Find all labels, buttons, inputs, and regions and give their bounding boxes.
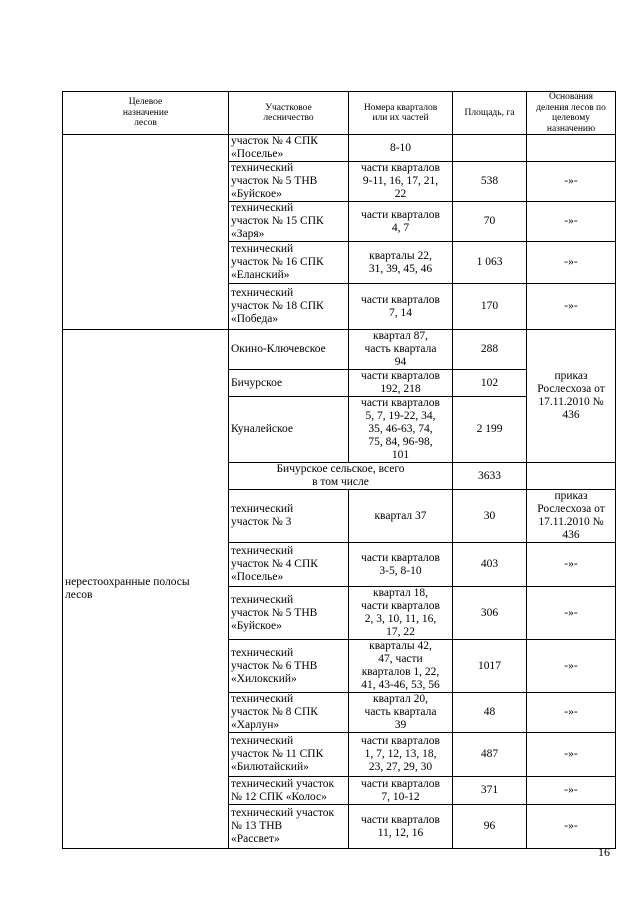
forestry-cell [229, 805, 349, 849]
basis-cell-text: -»- [564, 606, 578, 619]
quarters-cell [349, 805, 453, 849]
quarters-cell-text: части кварталов 11, 12, 16 [361, 813, 440, 839]
forestry-cell-text: технический участок № 8 СПК «Харлун» [231, 693, 318, 731]
forestry-cell-text: технический участок № 16 СПК «Еланский» [231, 243, 324, 281]
forestry-cell [229, 135, 349, 162]
quarters-cell-text: квартал 87, часть квартала 94 [364, 330, 437, 368]
forestry-cell [229, 397, 349, 463]
area-cell [453, 640, 527, 693]
quarters-cell [349, 330, 453, 370]
area-cell [453, 805, 527, 849]
forestry-cell [229, 490, 349, 543]
forestry-cell-text: технический участок № 4 СПК «Поселье» [231, 545, 318, 583]
forestry-cell-text: технический участок № 18 СПК «Победа» [231, 287, 324, 325]
quarters-cell [349, 397, 453, 463]
quarters-cell [349, 284, 453, 330]
area-cell [453, 202, 527, 242]
quarters-cell [349, 777, 453, 805]
forestry-cell-text: участок № 4 СПК «Поселье» [231, 135, 318, 160]
basis-cell-text: -»- [564, 784, 578, 796]
basis-cell [527, 733, 616, 777]
basis-cell [527, 490, 616, 543]
forest-purpose-table [62, 91, 616, 849]
area-cell [453, 284, 527, 330]
table-row [63, 135, 616, 162]
basis-cell-text: приказ Рослесхоза от 17.11.2010 № 436 [537, 370, 605, 421]
area-cell-text: 102 [480, 376, 499, 389]
quarters-cell-text: кварталы 42, 47, части кварталов 1, 22, 41, 43-46, 53, 56 [361, 640, 440, 691]
quarters-cell [349, 202, 453, 242]
basis-cell-text: -»- [564, 175, 578, 187]
basis-cell-text: -»- [564, 820, 578, 832]
forestry-cell [229, 777, 349, 805]
forestry-cell [229, 640, 349, 693]
quarters-cell [349, 370, 453, 397]
basis-cell-text: -»- [564, 659, 578, 672]
area-cell-text: 2 199 [476, 423, 503, 435]
forestry-cell-text: Бичурское [231, 376, 283, 389]
forestry-cell [229, 202, 349, 242]
basis-cell-text: -»- [564, 256, 578, 268]
forestry-cell-text: технический участок № 6 ТНВ «Хилокский» [231, 646, 318, 685]
basis-cell [527, 693, 616, 733]
quarters-cell-text: части кварталов 4, 7 [361, 208, 440, 234]
quarters-cell-text: квартал 20, часть квартала 39 [364, 693, 437, 731]
forestry-cell [229, 370, 349, 397]
quarters-cell-text: квартал 18, части кварталов 2, 3, 10, 11, 16, 17, 22 [361, 587, 440, 638]
basis-cell-text: приказ Рослесхоза от 17.11.2010 № 436 [537, 490, 605, 541]
area-cell [453, 693, 527, 733]
total-basis-empty [527, 463, 616, 490]
area-cell-text: 403 [480, 558, 499, 570]
area-cell [453, 490, 527, 543]
basis-cell [527, 587, 616, 640]
page-number: 16 [598, 845, 610, 859]
header-basis: Основания деления лесов по целевому назначению [527, 92, 616, 135]
forestry-cell [229, 242, 349, 284]
quarters-cell [349, 162, 453, 202]
forestry-cell-text: Окино-Ключевское [231, 343, 326, 355]
purpose-cell [63, 330, 229, 849]
forestry-cell-text: технический участок № 15 СПК «Заря» [231, 202, 324, 240]
area-cell [453, 162, 527, 202]
basis-cell-text: -»- [564, 300, 578, 312]
forestry-cell [229, 587, 349, 640]
basis-cell-text: -»- [564, 558, 578, 570]
basis-cell [527, 640, 616, 693]
area-cell-text: 306 [480, 606, 499, 619]
area-cell [453, 587, 527, 640]
table-row [63, 330, 616, 370]
area-cell-text: 70 [483, 215, 496, 227]
quarters-cell [349, 490, 453, 543]
area-cell [453, 777, 527, 805]
quarters-cell-text: части кварталов 5, 7, 19-22, 34, 35, 46-63, 74, 75, 84, 96-98, 101 [361, 397, 440, 461]
total-area-text: 3633 [478, 469, 501, 482]
quarters-cell-text: кварталы 22, 31, 39, 45, 46 [368, 249, 433, 275]
quarters-cell-text: части кварталов 192, 218 [361, 370, 440, 395]
header-area: Площадь, га [453, 92, 527, 135]
area-cell-text: 96 [483, 820, 496, 832]
header-quarters: Номера кварталов или их частей [349, 92, 453, 135]
quarters-cell [349, 587, 453, 640]
quarters-cell [349, 640, 453, 693]
forestry-cell-text: технический участок № 12 СПК «Колос» [231, 777, 335, 803]
basis-cell-text: -»- [564, 215, 578, 227]
area-cell-text: 48 [483, 706, 496, 718]
basis-cell [527, 543, 616, 587]
basis-cell [527, 330, 616, 463]
area-cell-text: 538 [480, 175, 499, 187]
quarters-cell-text: квартал 37 [374, 509, 427, 522]
quarters-cell-text: части кварталов 7, 10-12 [361, 777, 440, 803]
forestry-cell [229, 693, 349, 733]
quarters-cell-text: части кварталов 1, 7, 12, 13, 18, 23, 27, 29, 30 [361, 735, 440, 773]
area-cell [453, 370, 527, 397]
quarters-cell-text: части кварталов 3-5, 8-10 [361, 551, 440, 577]
forestry-cell [229, 330, 349, 370]
basis-cell-text: -»- [564, 748, 578, 760]
quarters-cell [349, 135, 453, 162]
quarters-cell [349, 543, 453, 587]
area-cell-text: 1 063 [476, 256, 503, 268]
forestry-cell-text: Куналейское [231, 423, 294, 435]
total-label-text: Бичурское сельское, всего в том числе [276, 463, 405, 488]
forestry-cell-text: технический участок № 13 ТНВ «Рассвет» [231, 807, 335, 845]
area-cell [453, 242, 527, 284]
area-cell [453, 543, 527, 587]
header-purpose: Целевое назначение лесов [63, 92, 229, 135]
basis-cell [527, 242, 616, 284]
basis-cell-text: -»- [564, 706, 578, 718]
area-cell-text: 288 [480, 343, 499, 355]
area-cell-text: 487 [480, 748, 499, 760]
forestry-cell-text: технический участок № 5 ТНВ «Буйское» [231, 162, 318, 200]
purpose-cell-text: нерестоохранные полосы лесов [65, 576, 190, 601]
area-cell [453, 397, 527, 463]
quarters-cell-text: части кварталов 7, 14 [361, 293, 440, 319]
area-cell-text: 371 [480, 784, 499, 796]
area-cell [453, 733, 527, 777]
forestry-cell [229, 543, 349, 587]
quarters-cell [349, 242, 453, 284]
total-area [453, 463, 527, 490]
area-cell [453, 330, 527, 370]
forestry-cell-text: технический участок № 11 СПК «Билютайский» [231, 735, 324, 773]
area-cell-text: 170 [480, 300, 499, 312]
basis-cell [527, 162, 616, 202]
total-label [229, 463, 453, 490]
table-header-row [63, 92, 616, 135]
quarters-cell [349, 733, 453, 777]
header-forestry: Участковое лесничество [229, 92, 349, 135]
forestry-cell-text: технический участок № 5 ТНВ «Буйское» [231, 593, 318, 632]
forestry-cell [229, 733, 349, 777]
purpose-cell-empty [63, 135, 229, 330]
area-cell-text: 1017 [478, 659, 501, 672]
basis-cell [527, 284, 616, 330]
quarters-cell-text: части кварталов 9-11, 16, 17, 21, 22 [361, 162, 440, 200]
basis-cell [527, 135, 616, 162]
basis-cell [527, 202, 616, 242]
quarters-cell [349, 693, 453, 733]
quarters-cell-text: 8-10 [389, 141, 412, 154]
area-cell-text: 30 [483, 509, 496, 522]
forestry-cell [229, 162, 349, 202]
basis-cell [527, 777, 616, 805]
area-cell [453, 135, 527, 162]
forestry-cell-text: технический участок № 3 [231, 503, 294, 528]
basis-cell [527, 805, 616, 849]
forestry-cell [229, 284, 349, 330]
